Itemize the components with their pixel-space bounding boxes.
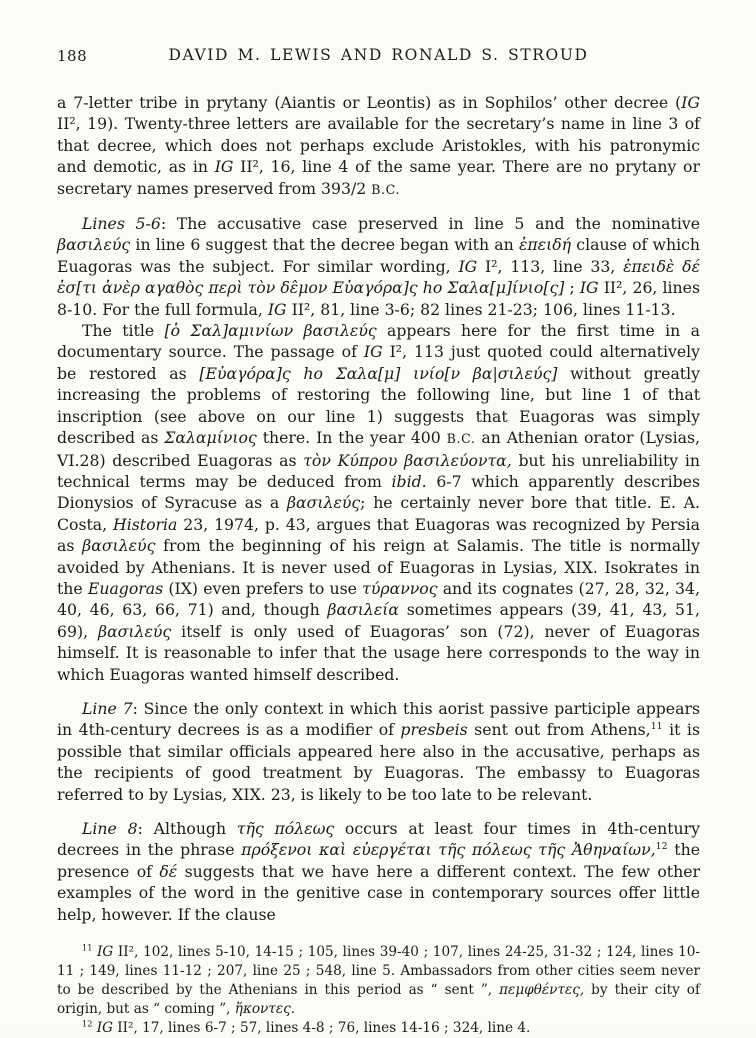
text-run: 6-7 which apparently describes Dionysios of Syracuse as a — [57, 471, 701, 513]
text-run: sent out from Athens, — [467, 720, 651, 740]
greek-text: Σαλαμίνιος — [164, 428, 257, 448]
paragraph — [57, 92, 700, 200]
text-run: The title — [82, 321, 165, 341]
greek-text: τύραννος — [362, 578, 438, 598]
greek-text: βασιλεύς — [57, 235, 131, 255]
footnote-ref: 12 — [655, 841, 668, 853]
footnote-ref: 11 — [650, 721, 663, 733]
text-run: : The accusative case preserved in line 5 and the nominative — [160, 214, 700, 234]
greek-text: τῆς πόλεως — [236, 819, 335, 838]
text-run: occurs at least four times in 4th-century decrees in the phrase — [57, 819, 700, 860]
text-run: IG — [214, 157, 234, 177]
paragraph — [57, 213, 700, 320]
text-run: Historia — [113, 514, 178, 534]
text-run: Line 7 — [82, 698, 133, 718]
text-run: ibid. — [391, 471, 427, 491]
text-run: without greatly increasing the problems of restoring the following line, but line 1 of that inscription (see above on our line 1) suggests that Euagoras was simply described as — [57, 363, 700, 448]
paragraph — [57, 698, 700, 805]
page-header — [57, 46, 700, 68]
text-run: IG — [579, 278, 599, 298]
text-run: IG — [97, 944, 114, 961]
text-run: and its cognates (27, 28, 32, 34, 40, 46, 63, 66, 71) and, though — [57, 578, 700, 620]
body-text — [57, 92, 700, 925]
text-run: but his unreliability in technical terms may be deduced from — [57, 450, 700, 491]
paragraph — [57, 1019, 700, 1038]
text-run: Lines 5-6 — [82, 214, 161, 234]
greek-text: πρόξενοι καὶ εὐεργέται τῆς πόλεως τῆς Ἀθηναίων, — [241, 840, 656, 860]
paragraph — [57, 818, 700, 925]
text-run: II², 102, lines 5-10, 14-15 ; 105, lines 39-40 ; 107, lines 24-25, 31-32 ; 124, lines 10-11 ; 149, lines 11-12 ; 207, line 25 ; 548, line 5. Ambassadors from other cities seem never to be described by the Athenians in this period as “ sent ”, — [57, 944, 700, 999]
greek-text: ἐπειδή — [518, 235, 572, 255]
text-run: IG — [267, 299, 287, 319]
text-run: ; — [564, 278, 580, 298]
text-run: Euagoras — [87, 578, 164, 598]
text-run: : Since the only context in which this aorist passive participle appears in 4th-century decrees is as a modifier of — [57, 698, 700, 740]
greek-text: [ὁ Σαλ]αμινίων βασιλεύς — [164, 321, 377, 341]
text-run: (IX) even prefers to use — [163, 578, 363, 598]
text-run: II², 17, lines 6-7 ; 57, lines 4-8 ; 76, lines 14-16 ; 324, line 4. — [112, 1020, 531, 1037]
text-run: by their city of origin, but as “ coming ”, — [57, 982, 700, 1018]
greek-text: βασιλεύς — [286, 493, 361, 513]
text-run: IG — [458, 256, 478, 276]
paragraph — [57, 320, 700, 685]
text-run: appears here for the first time in a documentary source. The passage of — [57, 321, 700, 362]
text-run: it is possible that similar officials appeared here also in the accusative, perhaps as the recipients of good treatment by Euagoras. The embassy to Euagoras referred to by Lysias, XIX. 23, is likely to be too late to be relevant. — [57, 720, 700, 804]
greek-text: τὸν Κύπρου βασιλεύοντα, — [303, 450, 512, 470]
greek-text: ἥκοντες. — [234, 1001, 296, 1018]
text-run: II², 81, line 3-6; 82 lines 21-23; 106, lines 11-13. — [286, 299, 676, 319]
text-run: Line 8 — [82, 819, 138, 838]
text-run: ; he certainly never bore that title. E. A. Costa, — [57, 493, 700, 534]
text-run: a 7-letter tribe in prytany (Aiantis or Leontis) as in Sophilos’ other decree ( — [57, 93, 682, 112]
text-run: clause of which Euagoras was the subject. For similar wording, — [57, 235, 700, 276]
text-run: 23, 1974, p. 43, argues that Euagoras was recognized by Persia as — [57, 514, 700, 556]
text-run: B.C. — [371, 181, 400, 197]
greek-text: δέ — [159, 861, 178, 881]
text-run: from the beginning of his reign at Salamis. The title is normally avoided by Athenians. It is never used of Euagoras in Lysias, XIX. Isokrates in the — [57, 536, 701, 598]
greek-text: βασιλεία — [327, 600, 400, 620]
text-run: in line 6 suggest that the decree began with an — [130, 235, 519, 255]
text-run: there. In the year 400 — [256, 428, 447, 448]
text-run: suggests that we have here a different context. The few other examples of the word in the genitive case in contemporary sources offer little help, however. If the clause — [57, 861, 700, 924]
text-run: sometimes appears (39, 41, 43, 51, 69), — [57, 600, 700, 641]
text-run: IG — [681, 93, 700, 112]
text-run: II², 19). Twenty-three letters are available for the secretary’s name in line 3 of that decree, which does not perhaps exclude Aristokles, with his patronymic and demotic, as in — [57, 114, 700, 177]
greek-text: βασιλεύς — [98, 621, 172, 641]
running-head: DAVID M. LEWIS AND RONALD S. STROUD — [168, 46, 589, 64]
text-run: B.C. — [446, 431, 476, 447]
footnote-ref: 12 — [82, 1018, 93, 1029]
text-run: II², 26, lines 8-10. For the full formula, — [57, 278, 700, 319]
text-run: presbeis — [400, 720, 468, 740]
page-number: 188 — [57, 47, 88, 65]
greek-text: βασιλεύς — [82, 536, 156, 556]
text-run: an Athenian orator (Lysias, VI.28) described Euagoras as — [57, 428, 700, 470]
paragraph — [57, 943, 700, 1019]
footnotes — [57, 943, 700, 1038]
greek-text: πεμφθέντες, — [499, 982, 585, 999]
footnote-ref: 11 — [82, 942, 93, 953]
text-run: IG — [363, 342, 383, 362]
text-run: the presence of — [57, 840, 700, 881]
text-run: itself is only used of Euagoras’ son (72), never of Euagoras himself. It is reasonable to infer that the usage here corresponds to the way in which Euagoras wanted himself described. — [57, 621, 700, 684]
text-run: I², 113, line 33, — [477, 256, 624, 276]
greek-text: [Εὐαγόρα]ς ho Σαλα[μ] ινίο[ν βα|σιλεύς] — [199, 363, 558, 383]
text-run: II², 16, line 4 of the same year. There are no prytany or secretary names preserved from 393/2 — [57, 157, 700, 198]
text-run: I², 113 just quoted could alternatively be restored as — [57, 342, 700, 383]
text-run: : Although — [137, 819, 237, 838]
greek-text: ἐπειδὲ δέ ἐσ[τι ἀνὲρ αγαθὸς περὶ τὸν δε̂μον Εὐαγόρα]ς ho Σαλα[μ]ίνιο[ς] — [57, 256, 700, 298]
text-run: IG — [96, 1020, 113, 1037]
